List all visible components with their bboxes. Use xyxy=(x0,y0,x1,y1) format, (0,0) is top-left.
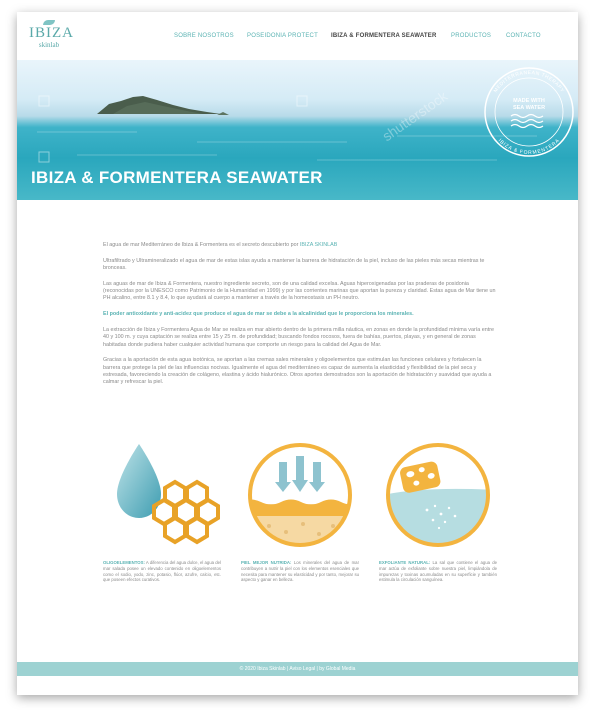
site-footer: © 2020 Ibiza Skinlab | Aviso Legal | by Global Media xyxy=(17,662,578,676)
paragraph-aportacion: Gracias a la aportación de esta agua isotónica, se aportan a las cremas sales minerales y oligoelementos que estimulan las funciones celulares y fortalecen la barrera que protege la piel de las influencias nocivas. Igualmente el agua del mediterráneo es capaz de aumenta la elasticidad y flexibilidad de la piel seca y estresada, favoreciendo la creación de colágeno, elastina y ácido hialurónico. Otros aportes demostrados son la aportación de hidratación y suavidad que ayuda a calmar y refrescar la piel. xyxy=(103,357,492,386)
site-header xyxy=(17,12,578,60)
sponge-exfoliation-icon xyxy=(379,436,497,554)
hero-title: IBIZA & FORMENTERA SEAWATER xyxy=(31,168,323,187)
feature-piel-nutrida xyxy=(241,436,359,583)
nav-productos[interactable]: PRODUCTOS xyxy=(451,33,492,39)
skin-absorption-icon xyxy=(241,436,359,554)
nav-sobre-nosotros[interactable]: SOBRE NOSOTROS xyxy=(174,33,234,39)
water-drop-honeycomb-icon xyxy=(103,436,221,554)
features-row xyxy=(103,436,497,596)
nav-poseidonia-protect[interactable]: POSEIDONIA PROTECT xyxy=(247,33,318,39)
page-frame xyxy=(17,12,578,695)
feature-exfoliante xyxy=(379,436,497,583)
feature-caption-oligoelementos: OLIGOELEMENTOS: A diferencia del agua dulce, el agua del mar salada posee un elevado contenido en oligoelementos como el sodio, yodo, zinc, potasio, flúor, azufre, calcio, etc. que poseen efectos curativos. xyxy=(103,560,221,583)
svg-text:MEDITERRANEAN THERAPY: MEDITERRANEAN THERAPY xyxy=(492,69,566,94)
svg-text:MADE WITH: MADE WITH xyxy=(513,98,545,104)
seawater-badge xyxy=(485,68,573,156)
logo-subtitle: skinlab xyxy=(38,41,60,49)
hero-banner xyxy=(17,60,578,200)
image-watermark: shutterstock xyxy=(379,87,451,145)
brand-link[interactable]: IBIZA SKINLAB xyxy=(299,242,338,248)
paragraph-ultrafiltrado: Ultrafiltrado y Ultramineralizado el agua de mar de estas islas ayuda a mantener la barrera de hidratación de la piel, incluso de las pieles más secas mientras te bronceas. xyxy=(103,257,485,272)
highlight-paragraph: El poder antioxidante y anti-acidez que produce el agua de mar se debe a la alcalinidad que le proporciona los minerales. xyxy=(103,311,414,318)
svg-text:IBIZA & FORMENTERA: IBIZA & FORMENTERA xyxy=(496,137,562,157)
svg-text:SEA WATER: SEA WATER xyxy=(512,105,546,111)
intro-paragraph: El agua de mar Mediterráneo de Ibiza & Formentera es el secreto descubierto por IBIZA SKINLAB xyxy=(103,242,338,248)
nav-contacto[interactable]: CONTACTO xyxy=(506,33,541,39)
paragraph-extraccion: La extracción de Ibiza y Formentera Agua de Mar se realiza en mar abierto dentro de la primera milla náutica, en zonas en donde la profundidad mínima varía entre 40 y 100 m. y cuya captación se realiza entre 15 y 25 m. de profundidad; buscando fondos rocosos, fuera de bahías, puertos, playas, y en general de zonas habitadas donde pudiera haber cualquier actividad humana que comporte un riesgo para la calidad del Agua de Mar. xyxy=(103,327,495,348)
main-content xyxy=(103,242,497,395)
feature-caption-piel: PIEL MEJOR NUTRIDA: Los minerales del agua de mar contribuyen a nutrir la piel con los elementos esenciales que necesita para mantener su elasticidad y por tanto, mejorar su aspecto y ganar en belleza. xyxy=(241,560,359,583)
paragraph-aguas: Las aguas de mar de Ibiza & Formentera, nuestro ingrediente secreto, son de una calidad excelsa. Aguas hiperoxigenadas por las praderas de posidonia (reconocidas por la UNESCO como Patrimonio de la Humanidad en 1999) y por las corrientes marinas que aportan la pureza y claridad. Estas agua de Mar tiene un PH alcalino, entre 8.1 y 8.4, lo que ayudará al cuerpo a mantener a través de la homeostasis un PH neutro. xyxy=(103,280,496,302)
nav-seawater[interactable]: IBIZA & FORMENTERA SEAWATER xyxy=(331,33,437,39)
feature-caption-exfoliante: EXFOLIANTE NATURAL: La sal que contiene el agua de mar actúa de exfoliante sobre nuestra piel, limpiándola de impurezas y toxinas acumuladas en su superficie y también estimula la circulación sanguínea. xyxy=(379,560,497,583)
main-nav xyxy=(17,33,578,45)
feature-oligoelementos xyxy=(103,436,221,583)
logo-brand: IBIZA xyxy=(29,25,74,41)
